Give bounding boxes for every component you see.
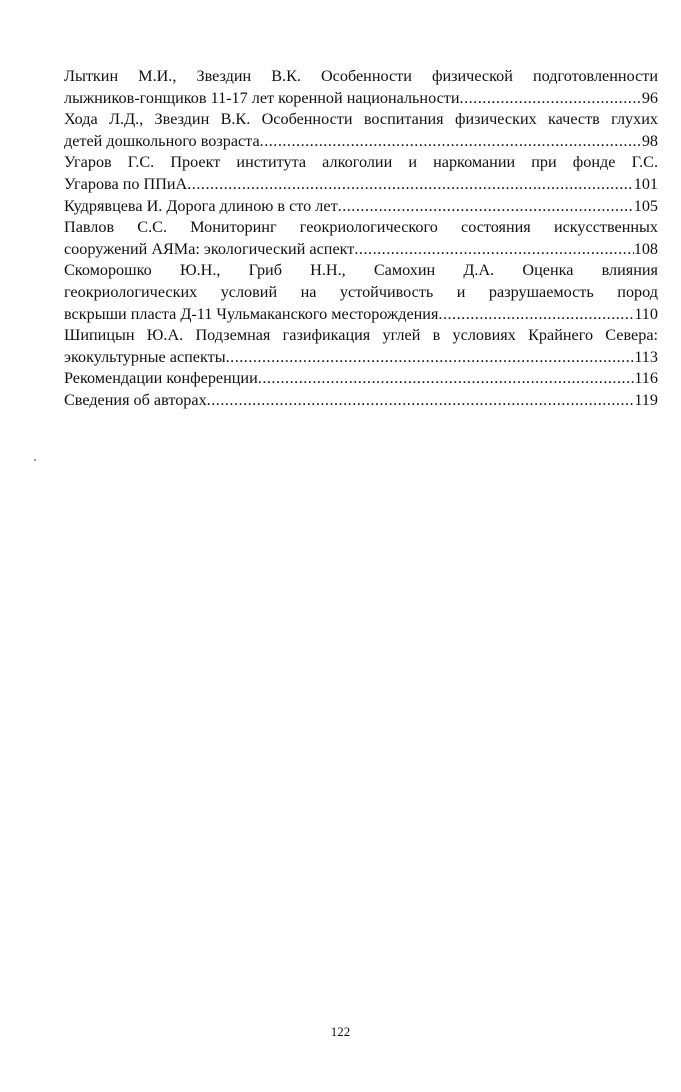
toc-entry-last-line [64, 390, 658, 412]
toc-page-number: 96 [641, 88, 658, 107]
dot-leader [354, 239, 633, 261]
toc-entry [64, 217, 658, 260]
toc-entry [64, 368, 658, 390]
toc-entry-last-line [64, 347, 658, 369]
dot-leader [258, 368, 635, 390]
toc-entry-text: Сведения об авторах [64, 390, 207, 409]
toc-page-number: 98 [641, 131, 658, 150]
toc-entry-text: экокультурные аспекты [64, 347, 226, 366]
toc-entry-text: Шипицын Ю.А. Подземная газификация углей в условиях Крайнего Севера: [64, 326, 658, 345]
toc-entry-text: Скоморошко Ю.Н., Гриб Н.Н., Самохин Д.А. Оценка влияния [64, 261, 658, 280]
toc-entry [64, 196, 658, 218]
toc-entry-text: Павлов С.С. Мониторинг геокриологического состояния искусственных [64, 218, 658, 237]
toc-page-number: 108 [633, 239, 658, 258]
toc-entry-last-line [64, 88, 658, 110]
toc-entry-text: Рекомендации конференции [64, 369, 258, 388]
toc-entry [64, 66, 658, 109]
toc-entry [64, 325, 658, 368]
toc-page-number: 105 [633, 196, 658, 215]
toc-entry-last-line [64, 174, 658, 196]
toc-entry-last-line [64, 196, 658, 218]
toc-entry [64, 390, 658, 412]
toc-entry [64, 260, 658, 325]
toc-page-number: 116 [634, 369, 658, 388]
dot-leader [226, 347, 635, 369]
toc-page-number: 110 [634, 304, 658, 323]
dot-leader [438, 304, 634, 326]
dot-leader [207, 390, 635, 412]
page-number: 122 [330, 1024, 351, 1039]
toc-page-number: 113 [634, 347, 658, 366]
toc-entry-text: лыжников-гонщиков 11-17 лет коренной национальности [64, 88, 460, 107]
toc-entry-last-line [64, 239, 658, 261]
scan-speck [34, 459, 36, 461]
toc-entry-text: вскрыши пласта Д-11 Чульмаканского месторождения [64, 304, 439, 323]
toc-entry-text: сооружений АЯМа: экологический аспект [64, 239, 355, 258]
toc-entry-text: Кудрявцева И. Дорога длиною в сто лет [64, 196, 338, 215]
dot-leader [338, 196, 634, 218]
dot-leader [460, 88, 642, 110]
dot-leader [187, 174, 633, 196]
toc-entry-last-line [64, 304, 658, 326]
table-of-contents [64, 66, 658, 412]
toc-entry-last-line [64, 131, 658, 153]
toc-entry-text: Хода Л.Д., Звездин В.К. Особенности воспитания физических качеств глухих [64, 110, 658, 129]
toc-page-number: 101 [633, 174, 658, 193]
toc-entry [64, 152, 658, 195]
toc-page-number: 119 [634, 390, 658, 409]
toc-entry-text: Лыткин М.И., Звездин В.К. Особенности физической подготовленности [64, 67, 658, 85]
toc-entry [64, 109, 658, 152]
toc-entry-text: Угарова по ППиА [64, 174, 188, 193]
toc-entry-last-line [64, 368, 658, 390]
toc-entry-text: Угаров Г.С. Проект института алкоголии и наркомании при фонде Г.С. [64, 153, 658, 172]
dot-leader [260, 131, 642, 153]
toc-entry-text: детей дошкольного возраста [64, 131, 260, 150]
toc-entry-text: геокриологических условий на устойчивость и разрушаемость пород [64, 282, 658, 301]
